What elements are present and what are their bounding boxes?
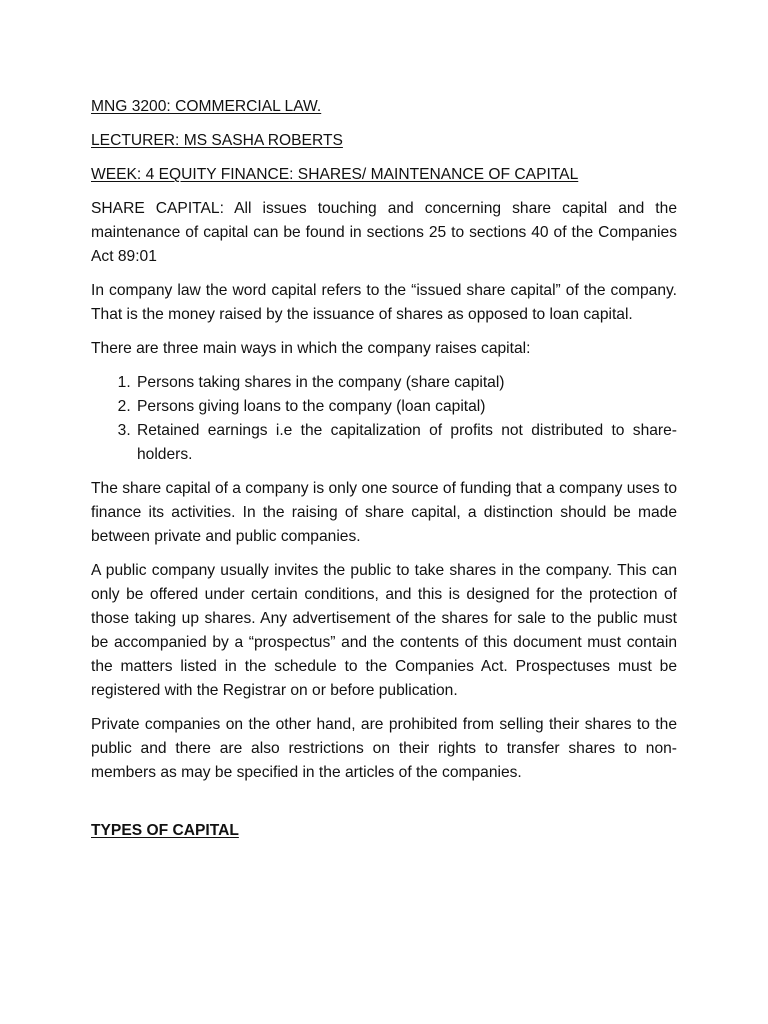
course-title bbox=[91, 95, 677, 129]
week-line bbox=[91, 163, 677, 197]
ways-list-item-share-capital: 1. Persons taking shares in the company (share capital) bbox=[135, 371, 677, 395]
document-body bbox=[91, 95, 677, 843]
private-company-paragraph: Private companies on the other hand, are prohibited from selling their shares to the public and there are also restrictions on their rights to transfer shares to non-members as may be specified in the articles of the companies. bbox=[91, 716, 677, 781]
course-title-text: MNG 3200: COMMERCIAL LAW. bbox=[91, 98, 322, 115]
share-capital-paragraph: SHARE CAPITAL: All issues touching and concerning share capital and the maintenance of capital can be found in sections 25 to sections 40 of the Companies Act 89:01 bbox=[91, 200, 677, 265]
ways-list bbox=[91, 371, 677, 467]
ways-list-item-loan-capital: 2. Persons giving loans to the company (loan capital) bbox=[135, 395, 677, 419]
types-of-capital-heading: TYPES OF CAPITAL bbox=[91, 822, 239, 839]
public-company-paragraph: A public company usually invites the public to take shares in the company. This can only be offered under certain conditions, and this is designed for the protection of those taking up shares. Any advertisement of the shares for sale to the public must be accompanied by a “prospectus” and the contents of this document must contain the matters listed in the schedule to the Companies Act. Prospectuses must be registered with the Registrar on or before publication. bbox=[91, 562, 677, 699]
funding-source-paragraph: The share capital of a company is only one source of funding that a company uses to finance its activities. In the raising of share capital, a distinction should be made between private and public companies. bbox=[91, 480, 677, 545]
week-text: WEEK: 4 EQUITY FINANCE: SHARES/ MAINTENANCE OF CAPITAL bbox=[91, 166, 579, 183]
ways-list-item-retained-earnings: 3. Retained earnings i.e the capitalization of profits not distributed to share-holders. bbox=[135, 419, 677, 467]
ways-intro-paragraph: There are three main ways in which the company raises capital: bbox=[91, 340, 531, 357]
capital-definition-paragraph: In company law the word capital refers to the “issued share capital” of the company. That is the money raised by the issuance of shares as opposed to loan capital. bbox=[91, 282, 677, 323]
lecturer-text: LECTURER: MS SASHA ROBERTS bbox=[91, 132, 343, 149]
lecturer-line bbox=[91, 129, 677, 163]
